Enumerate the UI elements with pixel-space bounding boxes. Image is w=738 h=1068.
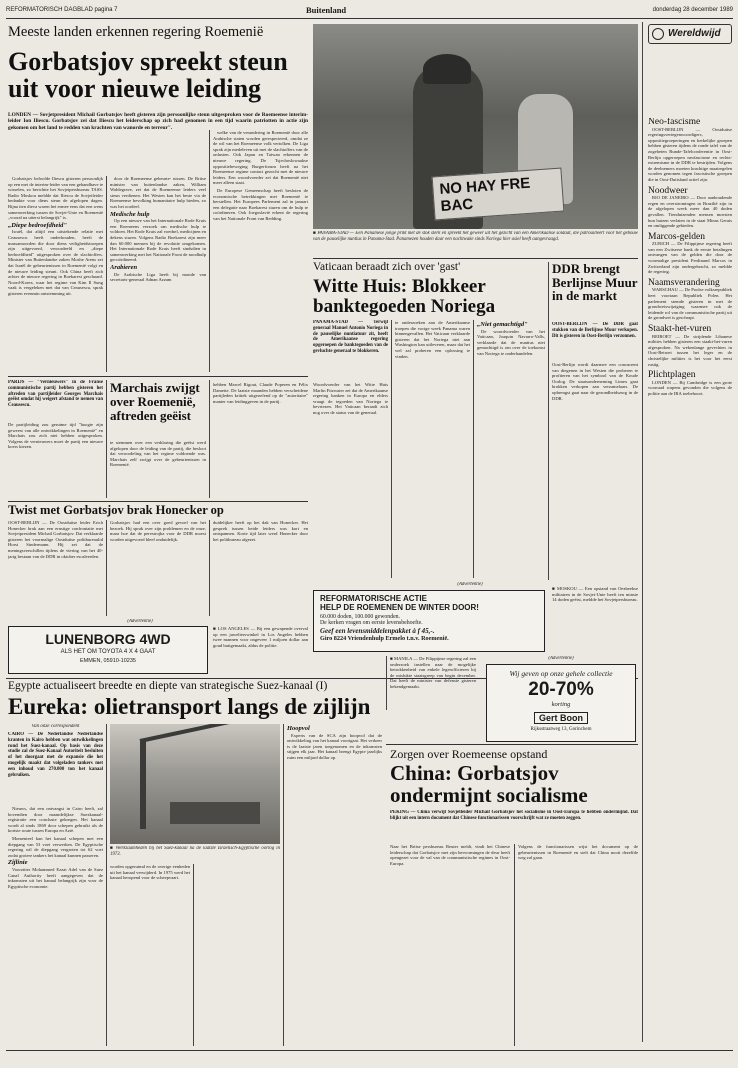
marchais-headline: Marchais zwijgt over Roemenië, aftreden geëist	[110, 380, 200, 423]
suez-lead: CAIRO — De Nederlandse Nederlandse kranten in Kairo hebben wat ontwikkelingen rond het Suez-kanaal. Op basis van deze studie zal de Suez-Kanaal Autoriteit besluiten of het doorgaat met de expansie die het mogelijk maakt dat volgeladen tankers met een inhoud van 270.000 ton het kanaal gebruiken.	[8, 732, 103, 778]
manila-text: MANILA — De Filippijnse regering zal een onderzoek instellen naar de mogelijke betrokkenheid van enkele legerofficieren bij de mislukte staatsgreep van begin december. Dat heeft de minister van defensie gisteren bekendgemaakt.	[390, 656, 476, 689]
moskou-text: MOSKOU — Een opstand van Oezbeekse militairen in de Sovjet-Unie heeft ten minste 14 doden geëist, meldde het Sovjetpersbureau.	[552, 586, 638, 603]
wereld-item-text: WARSCHAU — De Poolse volksrepubliek heet voortaan Republiek Polen. Het parlement stemde gisteren in met de grondwetswijziging waarmee ook de leidende rol van de communistische partij uit de grondwet is geschrapt.	[648, 287, 732, 321]
actie-ad-line1: REFORMATORISCHE ACTIE	[320, 594, 427, 603]
footer-rule	[6, 1050, 733, 1051]
column-divider	[209, 130, 210, 372]
wereld-item-title: Neo-fascisme	[648, 118, 701, 127]
lead-sub-medische-hulp: Medische hulp	[110, 210, 150, 218]
wereld-item-text: ZURICH — De Filippijnse regering heeft van een Zwitserse bank de eerste betalingen ontvangen van de gelden die door de voormalige president Ferdinand Marcos in Zwitserland zijn ondergebracht, zo meldde de regering.	[648, 241, 732, 275]
lead-kicker: Meeste landen erkennen regering Roemenië	[8, 24, 264, 40]
suez-column-1	[8, 806, 103, 1046]
wereld-item-text: BEIROET — De strijdende Libanese milities hebben gisteren een staakt-het-vuren afgesproken. Na wekenlange gevechten in Oost-Beiroet tussen het leger en de christelijke milities is het voor het eerst rustig.	[648, 333, 732, 367]
lunenborg-ad	[8, 626, 208, 674]
wereld-item-title: Staakt-het-vuren	[648, 324, 712, 334]
honecker-text: OOST-BERLIJN — De Oostduitse leider Erich Honecker brak aan een ernstige confrontatie met Sovjetpresident Michail Gorbatsjov. Dat verklaarde gisteren het voormalige Oostduitse politbureaulid Horst Sindermann. Hij zei dat de meningsverschillen tijdens de viering van het 40-jarig bestaan van de DDR in oktober escaleerden.	[8, 520, 103, 559]
suez-headline: Eureka: olietransport langs de zijlijn	[8, 694, 371, 719]
lead-col1b-text: Israël, dat altijd een uitstekende relatie met Ceausescu heeft onderhouden, heeft de massamoorden die door diens veiligheidstroepen zijn uitgevoerd, veroordeeld en „diepe bedroefdheid" uitgesproken over de slachtoffers. Minister van Buitenlandse zaken Moshe Arens zei dat Israël de gebeurtenissen in Roemenië volgt en de nieuwe leiding steunt. Ook China heeft zich achter de nieuwe regering in Boekarest geschaard. Noord-Korea, waar het regime van Kim Il Sung vaak is vergeleken met dat van Ceausescu, sprak gisteren evenmin ontstemming uit.	[8, 229, 103, 296]
noriega-lead: PANAMA-STAD — Terwijl generaal Manuel Antonio Noriega in de pauselijke nuntiatuur zit, heeft de Amerikaanse regering opgeroepen de banktegoeden van de gevluchte generaal te blokkeren.	[313, 320, 388, 354]
photo-caption-bullet: ■	[313, 231, 318, 236]
column-divider	[106, 520, 107, 616]
noriega-sub: „Niet gemachtigd"	[477, 321, 528, 328]
photo-sign	[432, 168, 565, 221]
manila-brief	[390, 656, 476, 740]
losangeles-text: LOS ANGELES — Bij een gewapende overval op een juwelierswinkel in Los Angeles hebben twee mannen voor ongeveer 1 miljoen dollar aan goud buitgemaakt, aldus de politie.	[213, 626, 308, 648]
section-rule	[386, 744, 638, 745]
wereld-item-title: Marcos-gelden	[648, 231, 705, 242]
lead-column-3	[213, 130, 308, 374]
suez-sub-hoopvol: Hoopvol	[287, 725, 310, 732]
roemenie-actie-ad	[313, 590, 545, 652]
lunenborg-ad-title: LUNENBORG 4WD	[45, 631, 171, 647]
lead-column-1	[8, 176, 103, 374]
sign-text: NO HAY FRE BAC	[438, 174, 531, 216]
column-divider	[209, 520, 210, 616]
actie-ad-tag: (Advertentie)	[457, 582, 483, 587]
china-text1: Naar het Britse persbureau Reuter meldt, vindt het Chinese leiderschap dat Gorbatsjov met zijn hervormingen de deur heeft opengezet voor de val van de communistische regimes in Oost-Europa.	[390, 844, 510, 866]
noriega-text3: De woordvoerder van het Vaticaan, Joaquin Navarro-Valls, verklaarde dat de nuntius niet gemachtigd is om over de toekomst van Noriega te onderhandelen.	[477, 328, 545, 356]
gert-ad-brand: Gert Boon	[534, 712, 588, 724]
marchais-col3: hebben Marcel Rigout, Claude Poperen en Félix Damette. De laatste maanden hebben verscheidene partijleden kritiek uitgeoefend op de "autoritaire" manier van leidinggeven in de partij.	[213, 382, 308, 404]
masthead-left: REFORMATORISCH DAGBLAD pagina 7	[6, 7, 118, 13]
marchais-text: De partijleiding zou geruime tijd "hoogte zijn geweest van alle ontwikkelingen in Roemenië" en Marchais zou zich niet hebben uitgesproken. Volgens de vernieuwers moet de partij een nieuwe koers kiezen.	[8, 422, 103, 450]
lead-col3-text: welke van de verandering in Roemenië door alle Arabische staten worden gerespecteerd, omdat ze de wil van het Roemeense volk vertolken. De Liga sprak zijn medeleven uit met de slachtoffers van de onlusten. Ook Japan en Taiwan erkennen de nieuwe regering. De Tsjechoslowaakse oppositiebeweging Burgerforum heeft na het Roemeense regime contact gezocht met de nieuwe leiders. Een woordvoerder zei dat Roemenië niet meer alleen staat.	[213, 130, 308, 186]
actie-ad-line6: Giro 8224 Vriendenhulp Ermelo t.n.v. Roemenië.	[320, 635, 449, 642]
wereldwijd-items	[648, 118, 732, 1048]
china-text2: Volgens de functionarissen wijst het document op de gebeurtenissen in Roemenië en stelt dat China nooit dezelfde weg zal gaan.	[518, 844, 638, 861]
photo-caption-text: PANAMA-STAD — Een Panamese jonge prikt met de stok sterk en spreekt het geweer uit het gezicht van een Amerikaanse soldaat, die patrouilleert voor het gebouw van de pauselijke nuntius in Panama-Stad. Panamezen houden daar een nachtwake sinds Noriega hier asiel heeft aangevraagd.	[313, 231, 638, 242]
china-headline: China: Gorbatsjov ondermijnt socialisme	[390, 761, 588, 807]
marchais-col2: te stemmen over een verklaring die geëist werd afgelopen door de leiding van de partij, die besloot dat veroordeling van het regime voldoende was. Marchais zelf zwijgt over de gebeurtenissen in Roemenië.	[110, 440, 206, 468]
suez-column-4	[287, 724, 382, 1046]
photo-ship-shape	[170, 802, 260, 824]
gert-boon-ad	[486, 664, 636, 742]
wereld-item-text: LONDEN — Bij Cambridge is een grote voorraad wapens gevonden die volgens de politie aan de IRA toebehoort.	[648, 379, 732, 396]
noriega-headline: Witte Huis: Blokkeer banktegoeden Noriega	[313, 276, 496, 317]
suez-byline: Van onze correspondent	[31, 724, 80, 729]
suez-text2: Momenteel kan het kanaal schepen met een diepgang van 53 voet verwerken. De Egyptische regering wil de diepgang vergroten tot 62 voet zodat grotere tankers het kanaal kunnen passeren.	[8, 835, 103, 858]
moskou-brief	[552, 586, 638, 646]
lead-sub-bedroefdheid: „Diepe bedroefdheid"	[8, 221, 68, 229]
wereld-item-text: OOST-BERLIJN — Oostduitse regeringsvertegenwoordigers, oppositiegroeperingen en kerkelijke groepen hebben gisteren tijdens de ronde tafel van de zogeheten Runde-Tafelconferentie in Oost-Berlijn opgeroepen neofascisme en rechts-extremisme in de DDR te bestrijden. Volgens de deelnemers moeten krachtige maatregelen worden genomen tegen fascistische groepen die in Oost-Duitsland actief zijn.	[648, 126, 732, 182]
lead-col1-text: Gorbatsjov beloofde Iliescu gisteren persoonlijk op een met de interim-leider van een gehandhave te wisselen, zo berichtte het Sovjetpersbureau TASS. Radio Moskou meldde dat Iliescu de Sovjetleider bedankte voor diens steun de afgelopen dagen. Bijna tien dieva waren het ermee eens dat een wens samenwerking tussen de Sovjet-Unie en Roemenië „vooral na uiterst belangrijk" is.	[8, 176, 103, 221]
honecker-headline: Twist met Gorbatsjov brak Honecker op	[8, 503, 224, 517]
wereld-item-title: Plichtplagen	[648, 370, 696, 381]
lead-col2-text: door de Roemeense gebeurte- nissen. De Britse minister van buitenlandse zaken, William Waldegrave, zei dat de Roemeense leiders veel steun verdienen. Het Westen kan het beste via de Roemeense bevolking humanitaire hulp bieden, zo was het oordeel.	[110, 176, 206, 209]
gert-ad-tag: (Advertentie)	[548, 656, 574, 661]
masthead-date: donderdag 28 december 1989	[652, 7, 733, 13]
actie-ad-line4: De kerken vragen om eerste levensbehoefte.	[320, 620, 423, 626]
lunenborg-ad-line1: ALS HET OM TOYOTA 4 X 4 GAAT	[60, 649, 156, 655]
section-rule	[313, 258, 638, 259]
lead-col2c-text: De Arabische Liga heeft bij monde van secretaris-generaal Adnan Azzam	[110, 271, 206, 283]
wereld-item-text: RIO DE JANEIRO — Door aanhoudende regen en overstromingen in Brazilië zijn in de afgelopen week meer dan 40 doden gevallen. Tienduizenden mensen moesten hun huizen verlaten in de staat Minas Gerais en omliggende gebieden.	[648, 195, 732, 229]
masthead-section: Buitenland	[306, 5, 347, 15]
lead-col2b-text: Op een nieuwe van het Internationale Rode Kruis een Roemeens verzoek om medische hulp te voldoen. Het Rode Kruis zal voedsel, medicijnen en dekens sturen. Volgens Radio Boekarest zijn meer dan 60.000 mensen bij de revolutie omgekomen. Het Internationale Rode Kruis heeft sindsdien in samenwerking met het Nationale Front de noodhulp gecoördineerd.	[110, 218, 206, 263]
lead-headline: Gorbatsjov spreekt steun uit voor nieuwe leiding	[8, 47, 288, 103]
lunenborg-ad-line2: EMMEN, 05910-10235	[80, 658, 136, 664]
actie-ad-line2: HELP DE ROEMENEN DE WINTER DOOR!	[320, 603, 479, 612]
honecker-col2: Gorbatsjov had een over goed gevoel van het bezoek. Hij sprak over zijn problemen en de onze, maar hoe dat de perestrojka voor de DDR moest worden uitgevoerd bleef onduidelijk.	[110, 520, 206, 542]
suez-caption-text: Werkzaamheden bij het Suez-kanaal na de laatste Israëlisch-Egyptische oorlog in 1973.	[110, 846, 280, 857]
lead-intro: LONDEN — Sovjetpresident Michail Gorbatsjov heeft gisteren zijn persoonlijke steun uitgesproken voor de Roemeense interim-leider Ion Iliescu. Gorbatsjov zei dat Iliescu het leiderschap op zich had genomen in een tijd waarin patriotten in actie zijn gekomen om het land te redden van krachten van wanorde en terreur".	[8, 112, 308, 131]
noriega-text1: Woordvoerder van het Witte Huis Marlin Fitzwater zei dat de Amerikaanse regering banken in Europa en elders vraagt de tegoeden van Noriega te bevriezen. Het Vaticaan beraadt zich nog over de status van de generaal.	[313, 382, 388, 415]
section-rule	[8, 376, 308, 377]
column-divider	[473, 320, 474, 578]
suez-kicker: Egypte actualiseert breedte en diepte van strategische Suez-kanaal (I)	[8, 680, 328, 692]
suez-caption	[110, 846, 280, 862]
suez-sub: Zijlinie	[8, 859, 28, 867]
ddr-lead: OOST-BERLIJN — De DDR gaat stukken van de Berlijnse Muur verkopen. Dit is gisteren in Oost-Berlijn verzonnen.	[552, 322, 638, 339]
honecker-col3: duidelijker heeft op het dak van Honecker. Het gesprek tussen beide leiders was kort en ontspannen. Korte tijd later werd Honecker door het politbureau afgezet.	[213, 520, 308, 542]
masthead-rule	[6, 18, 733, 19]
column-divider	[106, 724, 107, 1046]
column-divider	[548, 262, 549, 580]
soldier-and-child-photo	[313, 24, 638, 229]
masthead	[6, 5, 733, 17]
column-divider	[391, 320, 392, 578]
lead-column-2	[110, 176, 206, 374]
actie-ad-line3: 60.000 doden, 100.000 gewonden.	[320, 614, 401, 620]
ddr-headline: DDR brengt Berlijnse Muur in de markt	[552, 261, 638, 303]
globe-icon	[652, 28, 664, 40]
caption-bullet: ■	[110, 846, 116, 851]
lunenborg-ad-tag: (Advertentie)	[127, 619, 153, 624]
lead-col3b-text: De Europese Gemeenschap heeft besloten de economische betrekkingen met Roemenië te herstellen. Het Europees Parlement zal in januari een delegatie naar Boekarest sturen om de hulp te coördineren. Ook Joegoslavië erkent de regering van het Nationale Front van Redding.	[213, 187, 308, 221]
column-divider	[514, 844, 515, 1046]
column-divider	[642, 22, 643, 1042]
china-lead: PEKING — China verwijt Sovjetleider Michail Gorbatsjov het socialisme in Oost-Europa te hebben ondermijnd. Dat blijkt uit een intern document dat Chinese functionarissen voorschrijft wat ze moeten zeggen.	[390, 810, 638, 821]
wereldwijd-title: Wereldwijd	[668, 28, 721, 39]
photo-crane-arm	[140, 724, 248, 743]
suez-text1: Nieuws, dat een ontvangst in Cairo heeft, zal bovendien door maandelijkse Suezkanaal-registratie een conclusie gekregen. Het kanaal wordt al sinds 1869 door schepen gebruikt als de kortste route tussen Europa en Azië.	[8, 806, 103, 834]
marchais-intro: PARIJS — "Vernieuwers" in de Franse communistische partij hebben gisteren het aftreden van partijleider Georges Marchais geëist omdat hij weigert afstand te nemen van Ceausescu.	[8, 380, 103, 409]
gert-ad-line1: Wij geven op onze gehele collectie	[509, 669, 613, 678]
column-divider	[209, 380, 210, 498]
gert-ad-discount: 20-70%	[528, 679, 594, 700]
section-rule	[8, 501, 308, 502]
gert-ad-line2: korting	[551, 701, 571, 708]
photo-top-caption	[313, 231, 638, 253]
suez-text3: Voorzitter Mohammed Ezzat Adel van de Suez Canal Authority heeft aangegeven dat de inkomsten uit het kanaal belangrijk zijn voor de Egyptische economie.	[8, 866, 103, 889]
noriega-kicker: Vaticaan beraadt zich over 'gast'	[313, 261, 461, 273]
china-kicker: Zorgen over Roemeense opstand	[390, 747, 548, 761]
suez-col2: worden opgeruimd en de overige eenheden uit het kanaal verwijderd. In 1975 werd het kanaal heropend voor de scheepvaart.	[110, 864, 190, 881]
actie-ad-line5: Geef een levensmiddelenpakket à f 45,-.	[320, 627, 435, 635]
column-divider	[106, 176, 107, 372]
column-divider	[283, 724, 284, 1046]
photo-helmet-shape	[423, 54, 471, 84]
wereldwijd-logo	[648, 24, 732, 44]
wereld-item-title: Naamsverandering	[648, 277, 720, 288]
brief-bullet: ■	[552, 586, 558, 591]
gert-ad-line3: Rijksstraatweg 13, Gorinchem	[530, 727, 592, 732]
lead-sub-arabieren: Arabieren	[110, 263, 138, 271]
column-divider	[386, 656, 387, 710]
ddr-text: Oost-Berlijn wordt daarmee een concurrent van diegenen in het Westen die proberen te profiteren van het symbool van de Koude Oorlog. De staatsonderneming Limex gaat brokken verkopen aan verzamelaars. De opbrengst gaat naar de gezondheidszorg in de DDR.	[552, 362, 638, 401]
photo-crane-shape	[140, 739, 146, 829]
column-divider	[106, 380, 107, 498]
wereld-item-title: Noodweer	[648, 185, 688, 196]
suez-col3-text: Experts van de SCA zijn hoopvol dat de ontwikkeling van het kanaal voortgaat. Het verkeer is de laatste jaren toegenomen en de inkomsten stijgen elk jaar. Het kanaal brengt Egypte jaarlijks ruim een miljard dollar op.	[287, 732, 382, 760]
column-divider	[193, 864, 194, 1046]
noriega-column-3	[477, 320, 545, 578]
noriega-text2: te onderzoeken aan de Amerikaanse troepen die vorige week Panama waren binnengevallen. Het Vaticaan verklaarde gisteren dat het Noriega niet aan Washington kan uitleveren, maar dat het wel zal proberen een oplossing te vinden.	[395, 320, 470, 359]
losangeles-brief	[213, 626, 308, 674]
suez-column-3	[197, 864, 280, 1046]
brief-bullet: ■	[213, 626, 218, 631]
brief-bullet: ■	[390, 656, 395, 661]
suez-canal-photo	[110, 724, 280, 844]
